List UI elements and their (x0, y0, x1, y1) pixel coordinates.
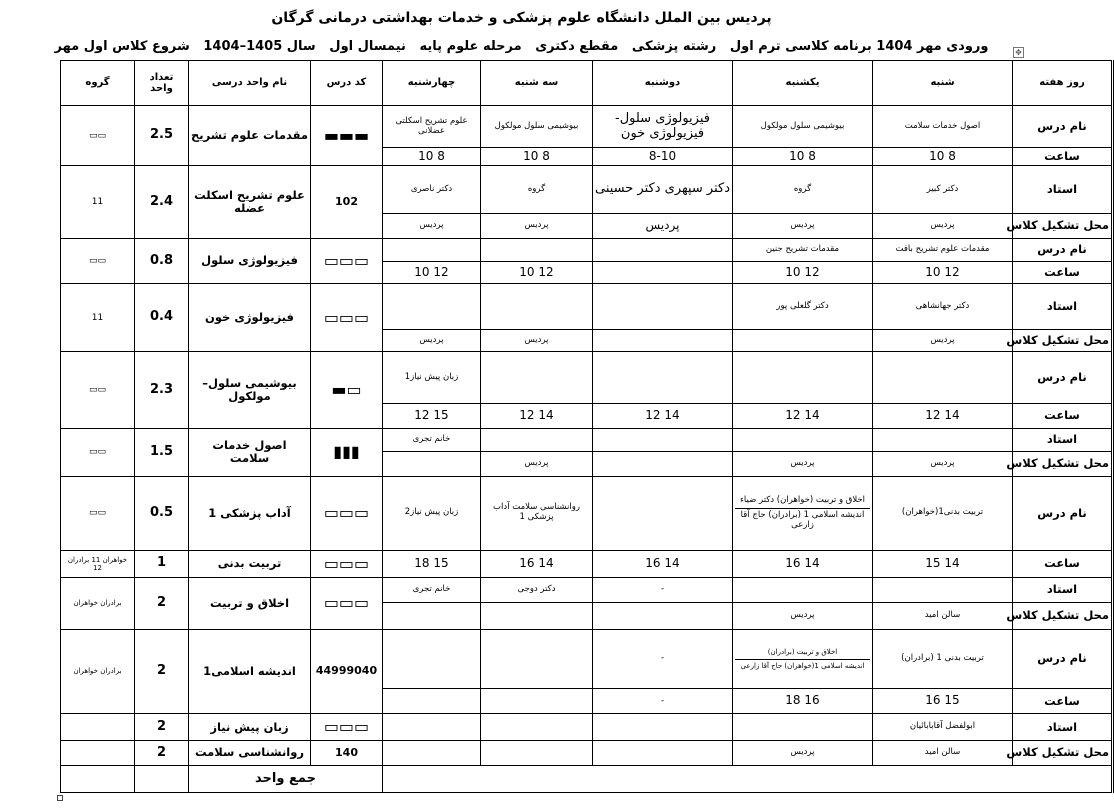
cell (733, 577, 873, 602)
table-move-handle[interactable]: ✥ (1013, 47, 1024, 58)
cell: فیزیولوژی سلول- فیزیولوژی خون (593, 106, 733, 147)
cell (481, 284, 593, 329)
course-group: ▭▭ (61, 106, 135, 166)
cell: خانم تجری (383, 577, 481, 602)
course-code: 140 (311, 741, 383, 766)
header-wed: چهارشنبه (383, 61, 481, 106)
cell (383, 284, 481, 329)
cell: 14 16 (481, 550, 593, 577)
row-label-time: ساعت (1013, 689, 1113, 714)
cell: پردیس (873, 451, 1013, 476)
course-code: ▬▬▬ (311, 106, 383, 166)
cell (733, 329, 873, 352)
cell (383, 602, 481, 629)
course-units: 1.5 (135, 428, 189, 476)
header-sun: یکشنبه (733, 61, 873, 106)
course-code: ▭▭▭ (311, 577, 383, 629)
course-name: روانشناسی سلامت (189, 741, 311, 766)
cell: دکتر ناصری (383, 166, 481, 214)
cell (733, 428, 873, 451)
cell: اصول خدمات سلامت (873, 106, 1013, 147)
cell: گروه (733, 166, 873, 214)
course-name: بیوشیمی سلول– مولکول (189, 352, 311, 429)
row-label-place: محل تشکیل کلاس (1013, 329, 1113, 352)
cell: ابولفضل آقابابائیان (873, 714, 1013, 741)
course-code: ▭▬ (311, 352, 383, 429)
course-code: 44999040 (311, 629, 383, 714)
course-name: مقدمات علوم تشریح (189, 106, 311, 166)
cell: پردیس (481, 329, 593, 352)
cell: 14 16 (593, 550, 733, 577)
cell (873, 352, 1013, 404)
row-label-place: محل تشکیل کلاس (1013, 602, 1113, 629)
cell (383, 629, 481, 689)
row-label-name: نام درس (1013, 238, 1113, 261)
course-units: 2 (135, 577, 189, 629)
cell: پردیس (873, 213, 1013, 238)
cell: 14 15 (873, 550, 1013, 577)
header-mon: دوشنبه (593, 61, 733, 106)
cell: تربیت بدنی 1 (برادران) (873, 629, 1013, 689)
cell (481, 602, 593, 629)
header-group: گروه (61, 61, 135, 106)
course-name: اندیشه اسلامی1 (189, 629, 311, 714)
cell (481, 352, 593, 404)
cell: پردیس (593, 213, 733, 238)
cell: 14 12 (481, 404, 593, 429)
cell (481, 689, 593, 714)
cell (593, 602, 733, 629)
header-sat: شنبه (873, 61, 1013, 106)
header-day: روز هفته (1013, 61, 1113, 106)
cell (383, 741, 481, 766)
course-group: ▭▭ (61, 428, 135, 476)
cell-split (733, 629, 873, 689)
total-group (61, 765, 135, 792)
cell: 12 10 (873, 261, 1013, 284)
cell-split (733, 476, 873, 550)
course-units: 0.4 (135, 284, 189, 352)
cell: تربیت بدنی1(خواهران) (873, 476, 1013, 550)
course-code: ▭▭▭ (311, 714, 383, 741)
course-units: 2.5 (135, 106, 189, 166)
cell: 8-10 (593, 147, 733, 166)
page-title: پردیس بین الملل دانشگاه علوم پزشکی و خدمات بهداشتی درمانی گرگان (271, 10, 772, 26)
cell (593, 428, 733, 451)
course-name: تربیت بدنی (189, 550, 311, 577)
row-label-place: محل تشکیل کلاس (1013, 741, 1113, 766)
cell (383, 238, 481, 261)
row-label-time: ساعت (1013, 404, 1113, 429)
row-label-name: نام درس (1013, 352, 1113, 404)
course-group: برادران خواهران (61, 629, 135, 714)
cell: 14 12 (873, 404, 1013, 429)
cell (593, 451, 733, 476)
header-tue: سه شنبه (481, 61, 593, 106)
total-units-label: جمع واحد (189, 765, 383, 792)
cell: سالن امید (873, 741, 1013, 766)
cell (733, 714, 873, 741)
row-label-time: ساعت (1013, 261, 1113, 284)
cell (593, 352, 733, 404)
cell: دکتر دوجی (481, 577, 593, 602)
cell: 14 16 (733, 550, 873, 577)
cell: علوم تشریح اسکلتی عضلانی (383, 106, 481, 147)
course-name: فیزیولوژی سلول (189, 238, 311, 283)
total-units-value (135, 765, 189, 792)
cell: - (593, 577, 733, 602)
cell: خانم تجری (383, 428, 481, 451)
cell (733, 352, 873, 404)
course-group: ▭▭ (61, 238, 135, 283)
course-code: ▭▭▭ (311, 476, 383, 550)
cell (593, 238, 733, 261)
table-resize-handle[interactable] (57, 795, 63, 801)
cell: پردیس (383, 329, 481, 352)
course-units: 2.4 (135, 166, 189, 238)
row-label-place: محل تشکیل کلاس (1013, 213, 1113, 238)
cell (383, 689, 481, 714)
cell: بیوشیمی سلول مولکول (481, 106, 593, 147)
cell: پردیس (481, 451, 593, 476)
course-group: 11 (61, 284, 135, 352)
course-units: 0.8 (135, 238, 189, 283)
footer-empty (383, 765, 1113, 792)
course-group: ▭▭ (61, 352, 135, 429)
cell: - (593, 689, 733, 714)
course-name: فیزیولوژی خون (189, 284, 311, 352)
cell: زبان پیش نیاز2 (383, 476, 481, 550)
cell: گروه (481, 166, 593, 214)
cell: پردیس (873, 329, 1013, 352)
cell: 8 10 (873, 147, 1013, 166)
course-name: زبان پیش نیاز (189, 714, 311, 741)
cell: 8 10 (383, 147, 481, 166)
cell (873, 428, 1013, 451)
course-code: 102 (311, 166, 383, 238)
course-group (61, 741, 135, 766)
page-subtitle: ورودی مهر 1404 برنامه کلاسی ترم اول رشته پزشکی مقطع دکتری مرحله علوم پایه نیمسال اول سال 1405–1404 شروع کلاس اول مهر (54, 39, 989, 54)
course-units: 2 (135, 629, 189, 714)
header-units: تعداد واحد (135, 61, 189, 106)
cell: مقدمات تشریح جنین (733, 238, 873, 261)
row-label-time: ساعت (1013, 550, 1113, 577)
cell: 14 12 (593, 404, 733, 429)
header-course: نام واحد درسی (189, 61, 311, 106)
cell: پردیس (733, 741, 873, 766)
cell (481, 741, 593, 766)
course-group: خواهران 11 برادران 12 (61, 550, 135, 577)
course-group: ▭▭ (61, 476, 135, 550)
cell (593, 329, 733, 352)
cell (481, 629, 593, 689)
header-code: کد درس (311, 61, 383, 106)
course-group (61, 714, 135, 741)
cell: 12 10 (383, 261, 481, 284)
cell (481, 714, 593, 741)
cell: 12 10 (733, 261, 873, 284)
course-name: آداب پزشکی 1 (189, 476, 311, 550)
cell-part: اندیشه اسلامی 1(خواهران) حاج آقا زارعی (740, 661, 865, 670)
course-name: اخلاق و تربیت (189, 577, 311, 629)
cell: 15 18 (383, 550, 481, 577)
cell: پردیس (733, 451, 873, 476)
course-units: 2.3 (135, 352, 189, 429)
course-units: 0.5 (135, 476, 189, 550)
course-units: 1 (135, 550, 189, 577)
cell: 15 12 (383, 404, 481, 429)
cell (593, 741, 733, 766)
course-units: 2 (135, 714, 189, 741)
cell (873, 577, 1013, 602)
cell: 15 16 (873, 689, 1013, 714)
row-label-name: نام درس (1013, 106, 1113, 147)
cell-part: اخلاق و تربیت (برادران) (767, 648, 838, 657)
course-code: ▭▭▭ (311, 550, 383, 577)
course-group: 11 (61, 166, 135, 238)
course-code: ▭▭▭ (311, 238, 383, 283)
course-code: ▭▭▭ (311, 284, 383, 352)
row-label-teacher: استاد (1013, 428, 1113, 451)
row-label-teacher: استاد (1013, 166, 1113, 214)
cell: - (593, 629, 733, 689)
course-group: برادران خواهران (61, 577, 135, 629)
cell (383, 714, 481, 741)
cell (593, 714, 733, 741)
row-label-teacher: استاد (1013, 577, 1113, 602)
cell: 8 10 (733, 147, 873, 166)
row-label-name: نام درس (1013, 476, 1113, 550)
course-name: علوم تشریح اسکلت عضله (189, 166, 311, 238)
row-label-teacher: استاد (1013, 714, 1113, 741)
row-label-teacher: استاد (1013, 284, 1113, 329)
cell-part: اخلاق و تربیت (خواهران) دکتر ضیاء (739, 495, 866, 506)
cell: 8 10 (481, 147, 593, 166)
cell: پردیس (733, 602, 873, 629)
cell: دکتر سپهری دکتر حسینی (593, 166, 733, 214)
cell (383, 451, 481, 476)
cell: دکتر گلعلی پور (733, 284, 873, 329)
cell: زبان پیش نیاز1 (383, 352, 481, 404)
course-units: 2 (135, 741, 189, 766)
cell (593, 284, 733, 329)
cell: پردیس (733, 213, 873, 238)
course-code: ▮▮▮ (311, 428, 383, 476)
cell (593, 476, 733, 550)
cell: مقدمات علوم تشریح بافت (873, 238, 1013, 261)
cell: بیوشیمی سلول مولکول (733, 106, 873, 147)
cell: روانشناسی سلامت آداب پزشکی 1 (481, 476, 593, 550)
cell (481, 428, 593, 451)
cell (593, 261, 733, 284)
row-label-place: محل تشکیل کلاس (1013, 451, 1113, 476)
cell-part: اندیشه اسلامی 1 (برادران) حاج آقا زارعی (740, 509, 865, 530)
cell: دکتر کبیر (873, 166, 1013, 214)
cell: سالن امید (873, 602, 1013, 629)
cell (481, 238, 593, 261)
row-label-name: نام درس (1013, 629, 1113, 689)
row-label-time: ساعت (1013, 147, 1113, 166)
cell: پردیس (383, 213, 481, 238)
cell: دکتر جهانشاهی (873, 284, 1013, 329)
schedule-table (60, 60, 1114, 793)
cell: 14 12 (733, 404, 873, 429)
cell: پردیس (481, 213, 593, 238)
cell: 12 10 (481, 261, 593, 284)
cell: 16 18 (733, 689, 873, 714)
course-name: اصول خدمات سلامت (189, 428, 311, 476)
